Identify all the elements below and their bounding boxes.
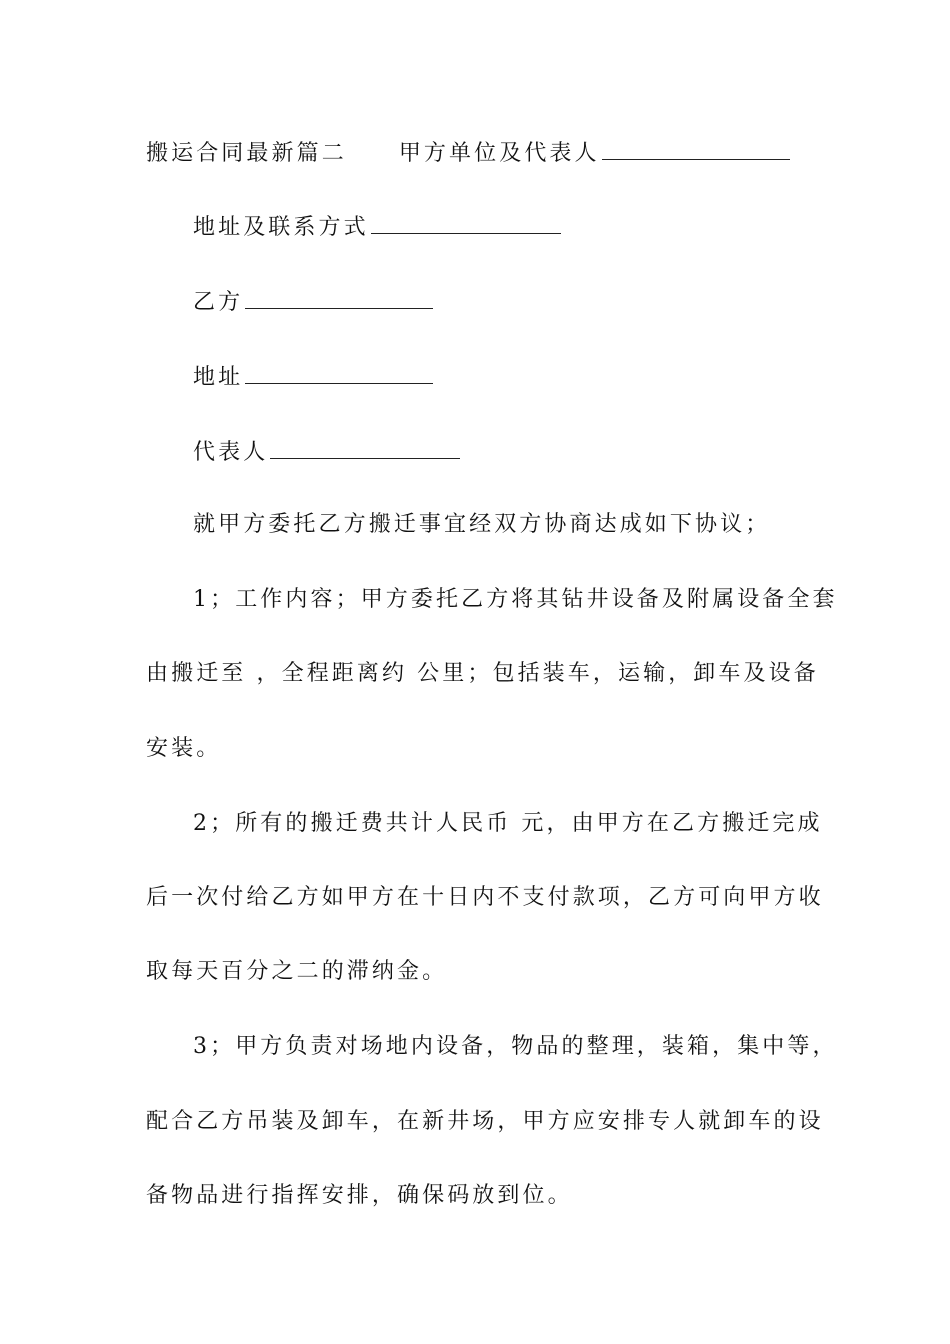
document-title: 搬运合同最新篇二 bbox=[146, 141, 347, 166]
party-b-blank bbox=[245, 286, 433, 309]
body-line: 取每天百分之二的滞纳金。 bbox=[146, 959, 448, 984]
body-line: 1；工作内容；甲方委托乙方将其钻井设备及附属设备全套 bbox=[193, 587, 838, 612]
body-line: 由搬迁至 ，全程距离约 公里；包括装车，运输，卸车及设备 bbox=[146, 661, 819, 686]
address-contact-label: 地址及联系方式 bbox=[193, 215, 369, 240]
party-b-line bbox=[193, 286, 853, 318]
body-line: 2；所有的搬迁费共计人民币 元，由甲方在乙方搬迁完成 bbox=[193, 811, 823, 836]
party-a-label: 甲方单位及代表人 bbox=[398, 141, 600, 166]
body-line: 就甲方委托乙方搬迁事宜经双方协商达成如下协议； bbox=[193, 512, 771, 537]
party-a-blank bbox=[602, 137, 790, 160]
address-contact-blank bbox=[371, 211, 561, 234]
body-line: 3；甲方负责对场地内设备，物品的整理，装箱，集中等， bbox=[193, 1034, 838, 1059]
party-b-label: 乙方 bbox=[193, 290, 244, 315]
address-line bbox=[193, 361, 853, 393]
body-line: 配合乙方吊装及卸车，在新井场，甲方应安排专人就卸车的设 bbox=[146, 1109, 824, 1134]
body-line: 安装。 bbox=[146, 736, 222, 761]
body-line: 后一次付给乙方如甲方在十日内不支付款项，乙方可向甲方收 bbox=[146, 885, 824, 910]
representative-line bbox=[193, 436, 853, 468]
representative-label: 代表人 bbox=[193, 440, 269, 465]
address-label: 地址 bbox=[193, 365, 244, 390]
body-line: 备物品进行指挥安排，确保码放到位。 bbox=[146, 1183, 573, 1208]
address-contact-line bbox=[193, 211, 853, 243]
title-line bbox=[146, 137, 806, 169]
address-blank bbox=[245, 361, 433, 384]
representative-blank bbox=[270, 436, 460, 459]
